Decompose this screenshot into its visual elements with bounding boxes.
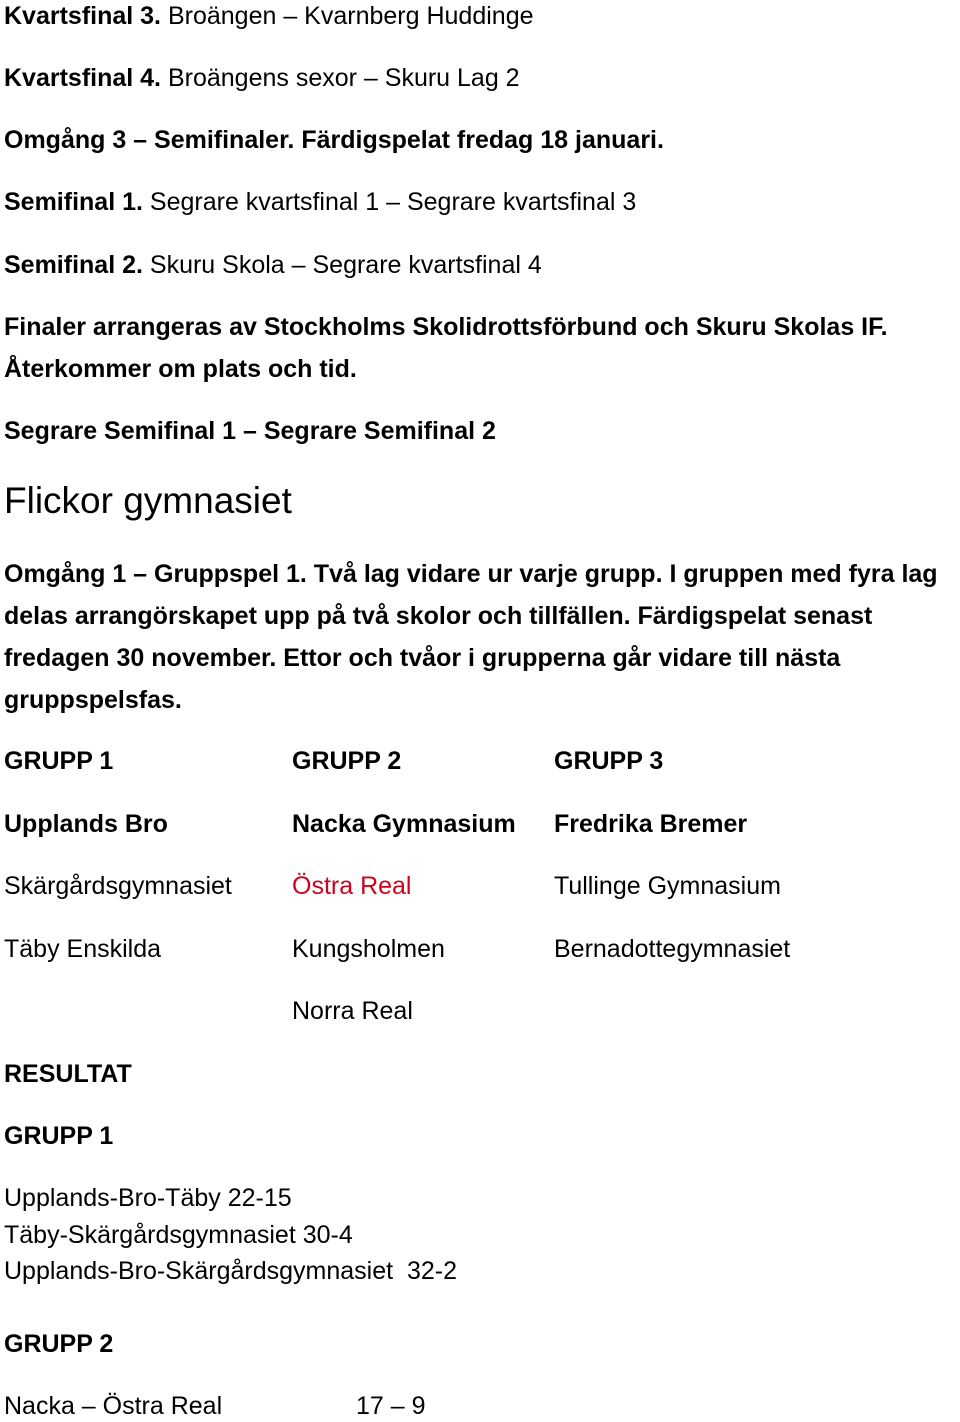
round-3-heading: Omgång 3 – Semifinaler. Färdigspelat fredag 18 januari. [4,126,664,154]
group-1-header: GRUPP 1 [4,747,114,775]
quarterfinal-3-match: Broängen – Kvarnberg Huddinge [167,2,534,30]
results-group-1-title: GRUPP 1 [4,1122,114,1150]
group-2-result-match: Nacka – Östra Real [4,1392,223,1420]
group-3-team: Fredrika Bremer [554,810,748,838]
group-2-team-highlighted: Östra Real [292,872,412,900]
semifinal-2-label: Semifinal 2. [4,251,143,279]
group-1-team: Skärgårdsgymnasiet [4,872,232,900]
quarterfinal-4-line [4,62,520,94]
group-3-team: Bernadottegymnasiet [554,935,791,963]
semifinal-2-match: Skuru Skola – Segrare kvartsfinal 4 [149,251,542,279]
semifinal-1-match: Segrare kvartsfinal 1 – Segrare kvartsfinal 3 [149,188,637,216]
group-1-team: Upplands Bro [4,810,168,838]
round-1-description: Omgång 1 – Gruppspel 1. Två lag vidare ur varje grupp. I gruppen med fyra lag delas arrangörskapet upp på två skolor och tillfällen. Färdigspelat senast fredagen 30 november. Ettor och tvåor i grupperna går vidare till nästa gruppspelsfas. [4,560,938,714]
group-2-header: GRUPP 2 [292,747,402,775]
finals-info-line-2: Återkommer om plats och tid. [4,355,357,383]
final-match: Segrare Semifinal 1 – Segrare Semifinal 2 [4,417,496,445]
result-row: Upplands-Bro-Täby 22-15 [4,1184,292,1212]
group-2-team: Kungsholmen [292,935,445,963]
result-row: Upplands-Bro-Skärgårdsgymnasiet 32-2 [4,1257,457,1285]
group-3-header: GRUPP 3 [554,747,664,775]
results-title: RESULTAT [4,1060,132,1088]
semifinal-1-label: Semifinal 1. [4,188,143,216]
group-3-team: Tullinge Gymnasium [554,872,781,900]
finals-info-line-1: Finaler arrangeras av Stockholms Skolidrottsförbund och Skuru Skolas IF. [4,313,888,341]
semifinal-2-line [4,249,542,281]
group-2-team: Norra Real [292,997,413,1025]
results-group-2-title: GRUPP 2 [4,1330,114,1358]
quarterfinal-4-label: Kvartsfinal 4. [4,64,162,92]
quarterfinal-4-match: Broängens sexor – Skuru Lag 2 [167,64,520,92]
quarterfinal-3-line [4,0,534,32]
result-row: Täby-Skärgårdsgymnasiet 30-4 [4,1221,353,1249]
section-title: Flickor gymnasiet [4,480,292,521]
group-2-team: Nacka Gymnasium [292,810,516,838]
group-2-result-score: 17 – 9 [356,1392,426,1420]
group-1-team: Täby Enskilda [4,935,162,963]
semifinal-1-line [4,186,636,218]
quarterfinal-3-label: Kvartsfinal 3. [4,2,162,30]
